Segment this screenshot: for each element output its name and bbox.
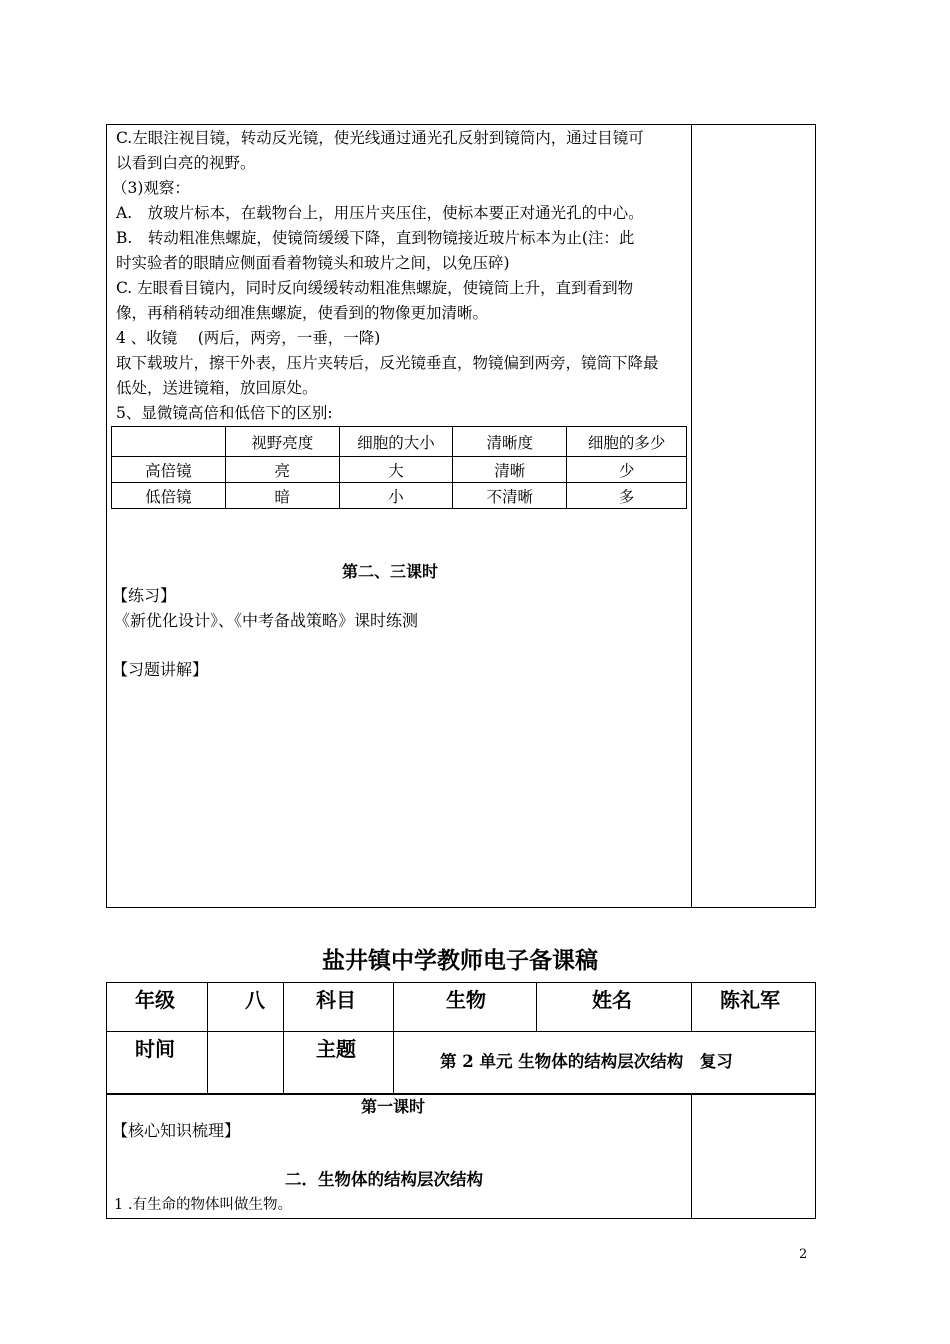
table-cell: 清晰 [453,457,567,483]
magnification-comparison-table [111,426,687,509]
table-header-row [112,427,687,457]
core-knowledge-label: 【核心知识梳理】 [112,1121,241,1140]
upper-line-1: C.左眼注视目镜，转动反光镜，使光线通过通光孔反射到镜筒内，通过目镜可 [116,129,644,147]
upper-line-11: 低处，送进镜箱，放回原处。 [116,379,318,397]
upper-line-10: 取下载玻片，擦干外表，压片夹转后，反光镜垂直，物镜偏到两旁，镜筒下降最 [116,354,659,372]
upper-line-4: A. 放玻片标本，在载物台上，用压片夹压住，使标本要正对通光孔的中心。 [116,204,644,222]
section-heading: 二．生物体的结构层次结构 [285,1170,483,1189]
name-value: 陈礼军 [720,988,780,1012]
table-cell: 不清晰 [453,483,567,509]
page-number: 2 [799,1247,808,1262]
upper-table-divider [691,124,692,908]
upper-line-5: B. 转动粗准焦螺旋，使镜筒缓缓下降，直到物镜接近玻片标本为止(注：此 [116,229,635,247]
table-header-cell [112,427,226,457]
table-row [112,483,687,509]
grade-label: 年级 [135,988,175,1012]
upper-line-6: 时实验者的眼睛应侧面看着物镜头和玻片之间，以免压碎) [116,254,510,272]
practice-label: 【练习】 [112,586,177,605]
upper-line-3: （3)观察： [112,179,190,197]
upper-line-7: C. 左眼看目镜内，同时反向缓缓转动粗准焦螺旋，使镜筒上升，直到看到物 [116,279,634,297]
upper-line-2: 以看到白亮的视野。 [116,154,256,172]
school-title: 盐井镇中学教师电子备课稿 [322,948,598,974]
info-col-divider [536,982,537,1031]
table-cell: 暗 [225,483,339,509]
table-header-cell: 细胞的大小 [339,427,453,457]
subject-value: 生物 [446,988,486,1012]
table-cell: 少 [567,457,687,483]
table-header-cell: 细胞的多少 [567,427,687,457]
info-table-row-divider [106,1031,816,1032]
table-cell: 低倍镜 [112,483,226,509]
table-cell: 多 [567,483,687,509]
info-col-divider [393,982,394,1094]
table-cell: 亮 [225,457,339,483]
subject-label: 科目 [316,988,356,1012]
table-row [112,457,687,483]
lower-table-divider [691,1094,692,1219]
topic-label: 主题 [316,1037,356,1061]
info-col-divider [691,982,692,1031]
info-col-divider [283,982,284,1094]
first-point: 1 .有生命的物体叫做生物。 [114,1197,292,1213]
table-cell: 大 [339,457,453,483]
info-col-divider [207,982,208,1094]
upper-line-9: 4 、收镜 (两后，两旁，一垂，一降) [116,329,381,347]
section-title: 第二、三课时 [342,562,439,581]
topic-value: 第 2 单元 生物体的结构层次结构 复习 [440,1052,733,1071]
practice-text: 《新优化设计》、《中考备战策略》课时练测 [114,611,419,630]
table-cell: 高倍镜 [112,457,226,483]
table-header-cell: 清晰度 [453,427,567,457]
table-header-cell: 视野亮度 [225,427,339,457]
name-label: 姓名 [592,988,632,1012]
time-label: 时间 [135,1037,175,1061]
period-title: 第一课时 [361,1097,426,1116]
upper-line-8: 像，再稍稍转动细准焦螺旋，使看到的物像更加清晰。 [116,304,489,322]
grade-value: 八 [245,988,265,1012]
exercise-label: 【习题讲解】 [112,660,209,679]
table-cell: 小 [339,483,453,509]
upper-line-12: 5、显微镜高倍和低倍下的区别: [116,404,333,422]
